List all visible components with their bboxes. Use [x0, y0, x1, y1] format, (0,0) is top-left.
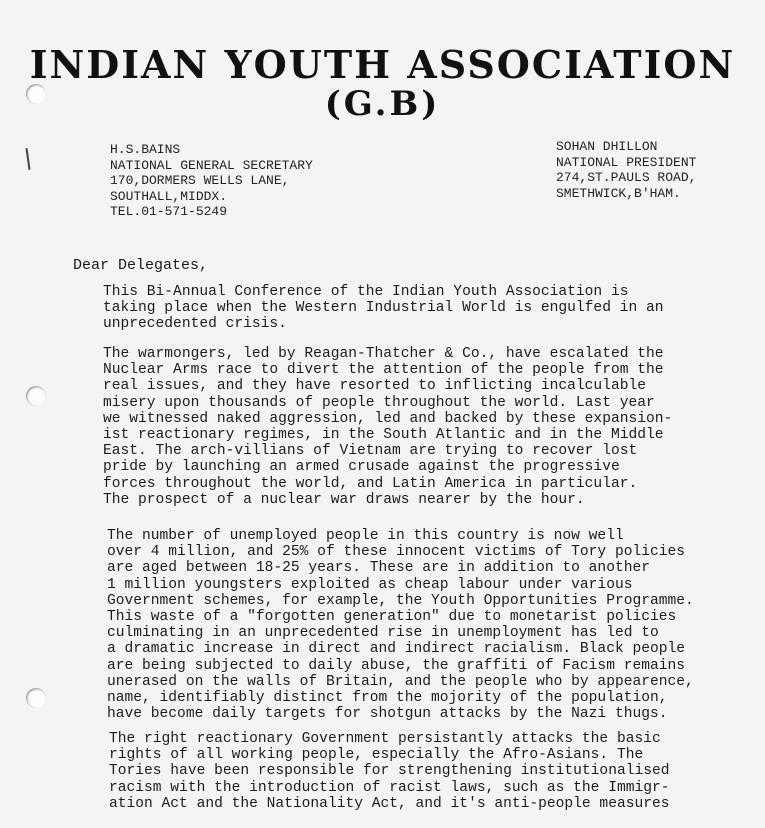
punch-hole — [26, 688, 46, 708]
secretary-address: H.S.BAINS NATIONAL GENERAL SECRETARY 170,DORMERS WELLS LANE, SOUTHALL,MIDDX. TEL.01-571-5249 — [110, 142, 313, 219]
pen-mark — [25, 148, 30, 170]
salutation: Dear Delegates, — [73, 257, 209, 274]
organization-subtitle: (G.B) — [324, 84, 441, 124]
punch-hole — [26, 386, 46, 406]
president-address: SOHAN DHILLON NATIONAL PRESIDENT 274,ST.PAULS ROAD, SMETHWICK,B'HAM. — [556, 139, 697, 201]
paragraph-warmongers: The warmongers, led by Reagan-Thatcher & Co., have escalated the Nuclear Arms race to divert the attention of the people from the real issues, and they have resorted to inflicting incalculable misery upon thousands of people throughout the world. Last year we witnessed naked aggression, led and backed by these expansion- ist reactionary regimes, in the South Atlantic and in the Middle East. The arch-villians of Vietnam are trying to recover lost pride by launching an armed crusade against the progressive forces throughout the world, and Latin America in particular. The prospect of a nuclear war draws nearer by the hour. — [103, 346, 673, 508]
paragraph-government: The right reactionary Government persistantly attacks the basic rights of all working people, especially the Afro-Asians. The Tories have been responsible for strengthening institutionalised racism with the introduction of racist laws, such as the Immigr- ation Act and the Nationality Act, and it's anti-people measures — [109, 731, 670, 812]
paragraph-unemployment: The number of unemployed people in this country is now well over 4 million, and 25% of these innocent victims of Tory policies are aged between 18-25 years. These are in addition to another 1 million youngsters exploited as cheap labour under various Government schemes, for example, the Youth Opportunities Programme. This waste of a "forgotten generation" due to monetarist policies culminating in an unprecedented rise in unemployment has led to a dramatic increase in direct and indirect racialism. Black people are being subjected to daily abuse, the graffiti of Facism remains unerased on the walls of Britain, and the people who by appearence, name, identifiably distinct from the mojority of the population, have become daily targets for shotgun attacks by the Nazi thugs. — [107, 528, 694, 723]
organization-title: INDIAN YOUTH ASSOCIATION — [29, 42, 736, 87]
paragraph-conference: This Bi-Annual Conference of the Indian Youth Association is taking place when the Western Industrial World is engulfed in an unprecedented crisis. — [103, 284, 664, 333]
